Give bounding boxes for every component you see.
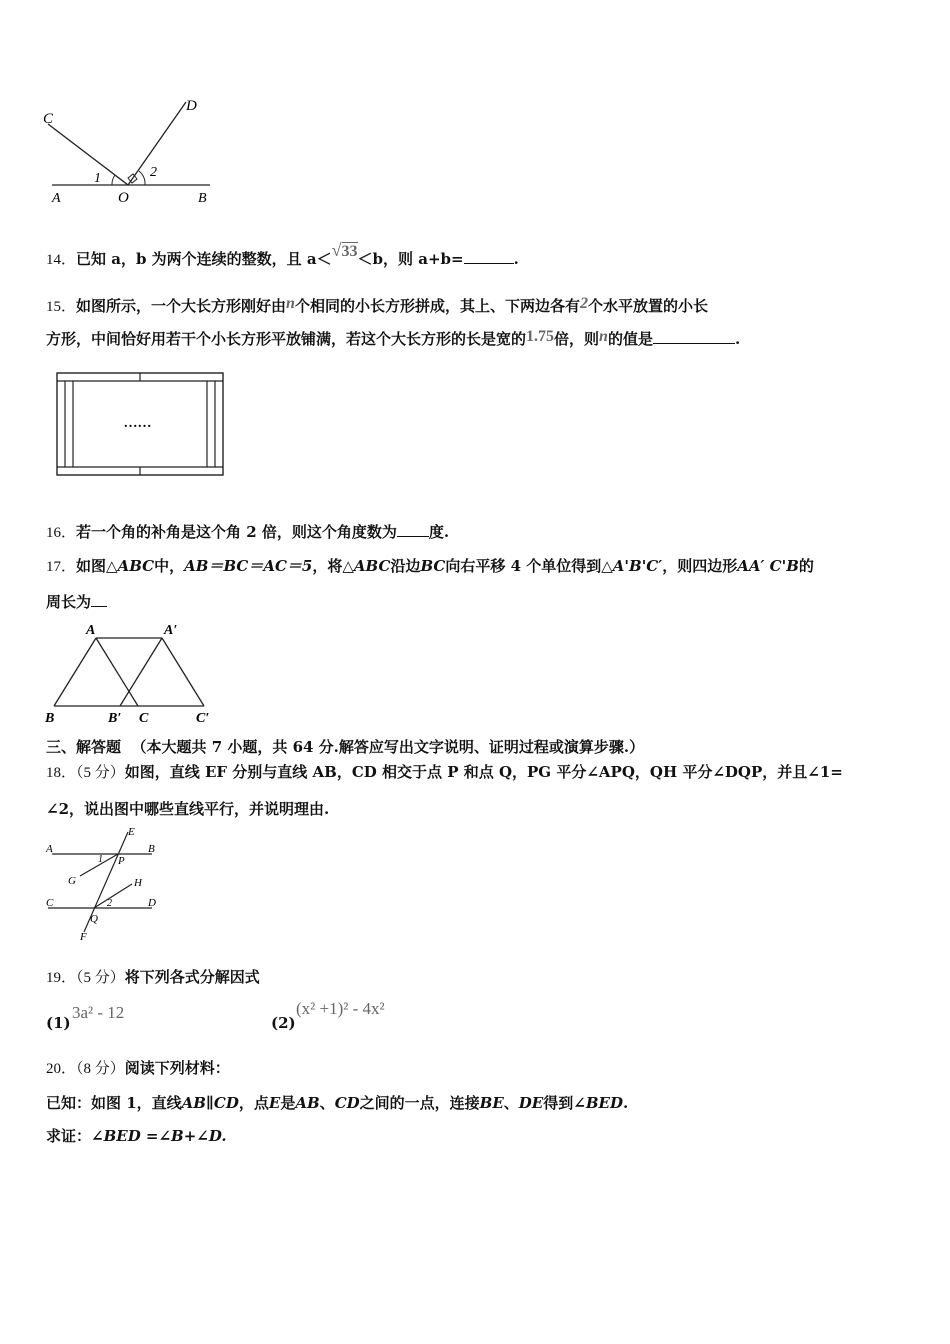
rectangle-figure-15 — [54, 370, 228, 478]
question-15-line2: 方形，中间恰好用若干个小长方形平放铺满，若这个大长方形的长是宽的1.75倍，则n的值是 . — [46, 328, 741, 348]
label-b-prime: B′ — [108, 711, 122, 726]
label-d: D — [186, 98, 197, 114]
label-o: O — [118, 190, 129, 206]
answer-blank-14[interactable] — [464, 249, 514, 264]
label-a: A — [86, 623, 96, 638]
ray-oc — [48, 124, 128, 185]
question-18-line1: 18．（5 分）如图，直线 EF 分别与直线 AB，CD 相交于点 P 和点 Q，PG 平分∠APQ，QH 平分∠DQP，并且∠1= — [46, 763, 843, 781]
question-19-part2: (2) — [271, 1014, 296, 1032]
q19-expr-2: (x² +1)² - 4x² — [296, 999, 385, 1018]
question-17-line2: 周长为 — [46, 592, 107, 612]
parallel-lines-figure-18 — [40, 824, 170, 946]
question-14: 14．已知 a，b 为两个连续的整数，且 a＜√33＜b，则 a+b= . — [46, 240, 519, 268]
label-b: B — [148, 843, 155, 855]
q19-expr-1: 3a² - 12 — [72, 1003, 125, 1022]
label-c: C — [43, 111, 54, 127]
label-c-prime: C′ — [196, 711, 210, 726]
dots: …… — [124, 416, 152, 431]
label-angle2: 2 — [150, 165, 157, 180]
angle-figure-13 — [40, 92, 220, 212]
label-b: B — [198, 191, 207, 206]
question-20-prove: 求证：∠BED =∠B+∠D. — [46, 1127, 227, 1145]
label-e: E — [128, 826, 135, 838]
question-18-line2: ∠2，说出图中哪些直线平行，并说明理由. — [46, 800, 330, 818]
answer-blank-17[interactable] — [91, 592, 107, 607]
question-20-given: 已知：如图 1，直线AB∥CD，点E是AB、CD之间的一点，连接BE、DE得到∠BED. — [46, 1094, 629, 1112]
label-angle1: 1 — [94, 171, 101, 186]
label-h: H — [134, 877, 142, 889]
label-c: C — [46, 897, 54, 909]
question-20: 20．（8 分）阅读下列材料： — [46, 1059, 230, 1077]
question-15-line1: 15．如图所示，一个大长方形刚好由n个相同的小长方形拼成，其上、下两边各有2个水平放置的小长 — [46, 295, 708, 315]
question-17-line1: 17．如图△ABC中，AB＝BC＝AC＝5，将△ABC沿边BC向右平移 4 个单位得到△A'B'C′，则四边形AA′ C'B的 — [46, 557, 814, 575]
sqrt-33: √33 — [331, 240, 358, 260]
label-g: G — [68, 875, 76, 887]
section-3-header: 三、解答题 （本大题共 7 小题，共 64 分.解答应写出文字说明、证明过程或演算步骤.） — [46, 738, 645, 756]
label-f: F — [80, 931, 87, 943]
ray-od — [128, 102, 186, 185]
label-q: Q — [90, 913, 98, 925]
translation-figure-17 — [40, 618, 220, 728]
label-d: D — [148, 897, 156, 909]
label-a: A — [52, 191, 61, 206]
label-p: P — [118, 855, 125, 867]
angle2-arc — [139, 171, 145, 185]
label-a-prime: A′ — [164, 623, 178, 638]
label-1: 1 — [98, 854, 103, 865]
label-c: C — [139, 711, 149, 726]
question-19: 19．（5 分）将下列各式分解因式 — [46, 968, 260, 986]
label-b: B — [45, 711, 55, 726]
label-2: 2 — [107, 898, 112, 909]
answer-blank-16[interactable] — [397, 522, 429, 537]
answer-blank-15[interactable] — [653, 329, 735, 344]
question-19-part1: (1) — [46, 1014, 71, 1032]
label-a: A — [46, 843, 53, 855]
angle1-arc — [112, 175, 115, 185]
question-16: 16．若一个角的补角是这个角 2 倍，则这个角度数为 度. — [46, 523, 450, 541]
